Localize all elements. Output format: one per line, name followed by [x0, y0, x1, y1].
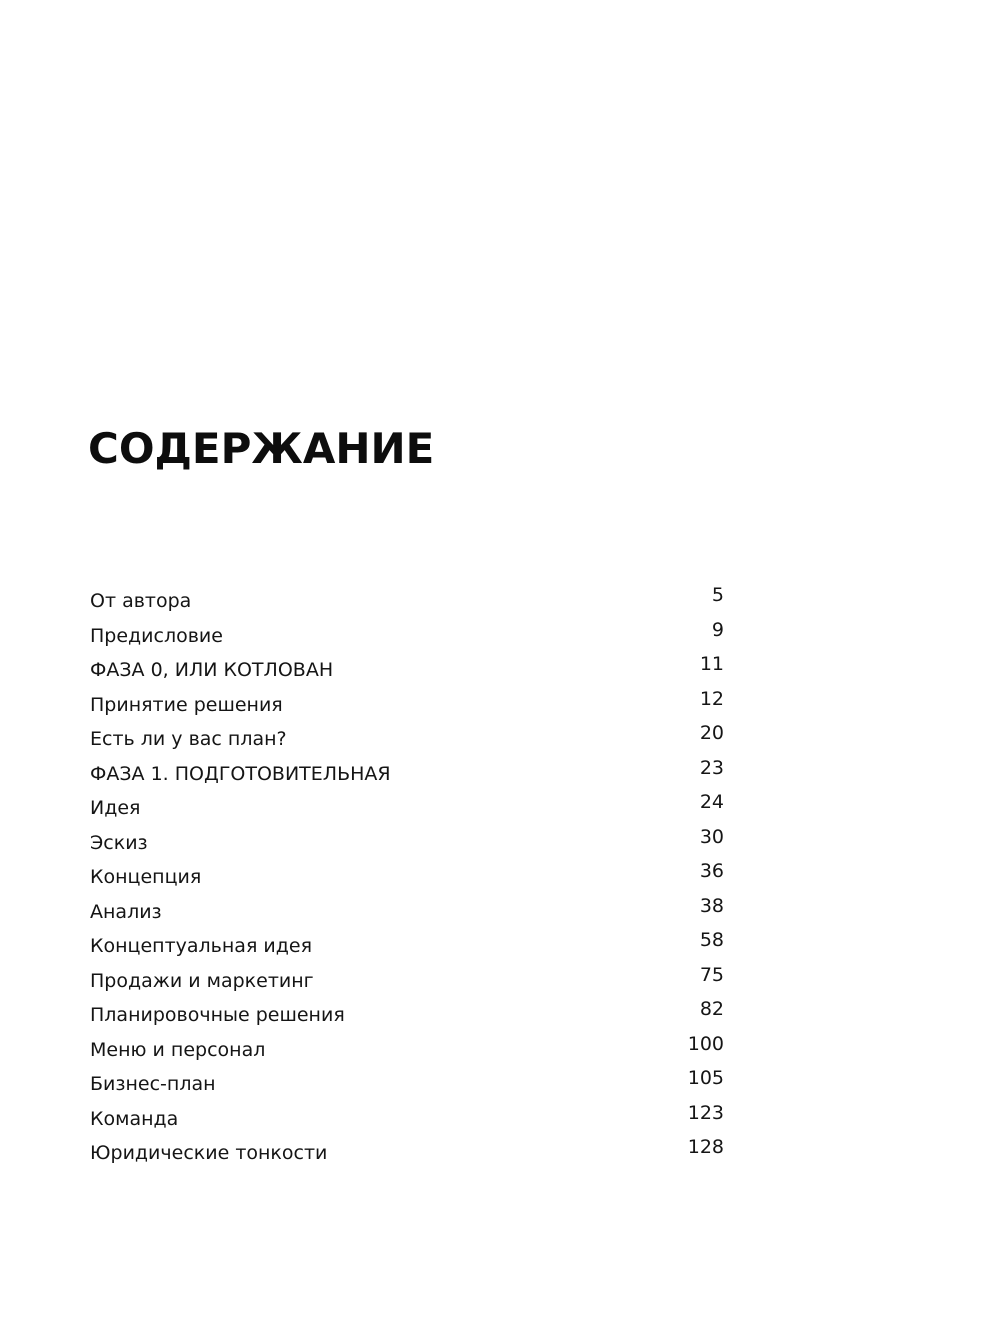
toc-entry-page: 24: [699, 791, 724, 813]
toc-entry-title: Предисловие: [90, 624, 223, 647]
toc-entry-title: Планировочные решения: [90, 1004, 345, 1026]
toc-entry-title: Юридические тонкости: [90, 1142, 328, 1164]
toc-entry-title: Концептуальная идея: [90, 935, 313, 957]
toc-entry-title: ФАЗА 0, ИЛИ КОТЛОВАН: [90, 659, 334, 681]
toc-entry: [90, 619, 730, 654]
toc-entry-title: Продажи и маркетинг: [90, 969, 314, 992]
toc-entry-page: 5: [711, 584, 724, 606]
toc-entry-title: Бизнес-план: [90, 1073, 216, 1095]
toc-entry-page: 36: [699, 860, 724, 882]
toc-entry-title: Эскиз: [90, 831, 148, 854]
page-title: СОДЕРЖАНИЕ: [88, 424, 435, 473]
toc-entry-page: 100: [687, 1032, 724, 1055]
toc-entry-title: Анализ: [90, 900, 162, 923]
toc-entry-title: Меню и персонал: [90, 1038, 266, 1061]
toc-entry-title: Принятие решения: [90, 693, 283, 716]
toc-entry: [90, 826, 730, 861]
toc-entry-page: 12: [699, 687, 724, 710]
toc-entry-page: 30: [699, 825, 724, 848]
toc-entry: [90, 688, 730, 723]
toc-entry: [90, 895, 730, 930]
toc-entry-page: 75: [699, 963, 724, 986]
toc-entry-page: 11: [699, 653, 724, 675]
toc-entry-title: ФАЗА 1. ПОДГОТОВИТЕЛЬНАЯ: [90, 762, 391, 785]
toc-entry: [90, 1102, 730, 1137]
toc-entry-page: 105: [687, 1067, 724, 1089]
toc-entry-page: 9: [711, 618, 724, 641]
toc-entry: [90, 860, 730, 895]
toc-entry-page: 128: [687, 1136, 724, 1158]
toc-entry: [90, 584, 730, 619]
toc-entry-title: Команда: [90, 1107, 179, 1130]
toc-entry: [90, 929, 730, 964]
toc-entry: [90, 1136, 730, 1171]
toc-entry: [90, 722, 730, 757]
toc-entry-page: 58: [699, 929, 724, 951]
toc-entry: [90, 1067, 730, 1102]
toc-entry: [90, 653, 730, 688]
table-of-contents: [90, 584, 730, 1171]
toc-entry: [90, 964, 730, 999]
toc-entry-title: Есть ли у вас план?: [90, 728, 287, 750]
toc-entry-page: 23: [699, 756, 724, 779]
toc-entry: [90, 757, 730, 792]
toc-entry: [90, 998, 730, 1033]
toc-entry-page: 123: [687, 1101, 724, 1124]
toc-entry: [90, 1033, 730, 1068]
toc-entry-page: 82: [699, 998, 724, 1020]
toc-entry-title: Идея: [90, 797, 141, 819]
toc-entry-title: Концепция: [90, 866, 202, 888]
toc-entry-page: 20: [699, 722, 724, 744]
toc-entry-title: От автора: [90, 590, 192, 612]
toc-entry: [90, 791, 730, 826]
toc-entry-page: 38: [699, 894, 724, 917]
